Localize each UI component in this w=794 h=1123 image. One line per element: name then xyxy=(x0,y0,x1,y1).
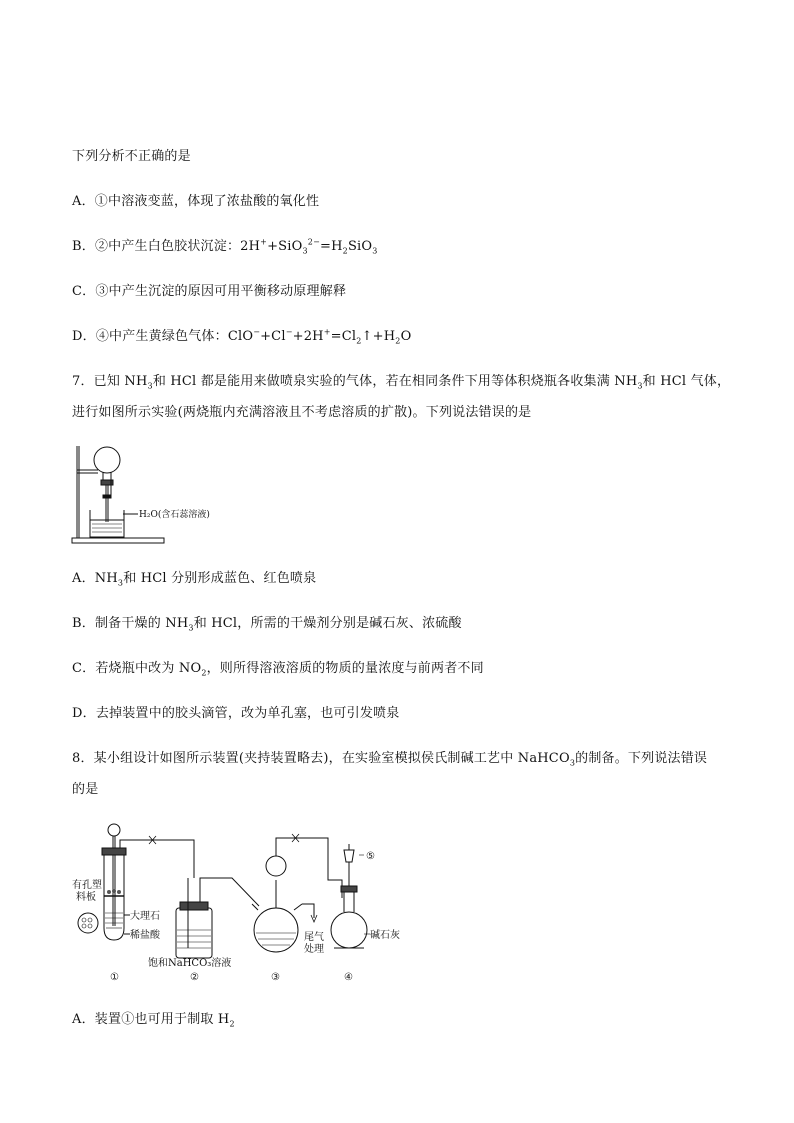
water-litmus-label: H₂O(含石蕊溶液) xyxy=(139,510,210,520)
text-segment: =H xyxy=(320,239,343,254)
plate-label-line1: 有孔塑 xyxy=(72,880,102,891)
marble-label: 大理石 xyxy=(130,911,160,922)
saturated-solution-label: 饱和NaHCO₃溶液 xyxy=(148,958,232,969)
number-2-label: ② xyxy=(190,972,199,983)
subscript: 2 xyxy=(395,336,401,346)
q7-option-d: D．去掉装置中的胶头滴管，改为单孔塞，也可引发喷泉 xyxy=(72,706,400,721)
text-segment: 和 HCl 分别形成蓝色、红色喷泉 xyxy=(123,571,317,586)
subscript: 2 xyxy=(356,336,362,346)
text-segment: B．②中产生白色胶状沉淀：2H xyxy=(72,239,261,254)
q6-option-c: C．③中产生沉淀的原因可用平衡移动原理解释 xyxy=(72,284,347,299)
q8-option-a xyxy=(72,1012,235,1028)
text-segment: 和 HCl 气体， xyxy=(642,374,731,389)
text-segment: +Cl xyxy=(260,329,286,344)
number-1-label: ① xyxy=(110,972,119,983)
subscript: 3 xyxy=(117,578,124,588)
number-5-label: ⑤ xyxy=(366,851,375,862)
tail-gas-label-line1: 尾气 xyxy=(304,932,324,943)
text-segment: ，则所得溶液溶质的物质的量浓度与前两者不同 xyxy=(206,661,484,676)
subscript: 3 xyxy=(372,246,378,256)
q8-stem-line1 xyxy=(72,751,707,767)
q7-option-a xyxy=(72,571,316,587)
number-4-label: ④ xyxy=(344,972,353,983)
text-segment: +SiO xyxy=(267,239,303,254)
q7-stem-line2: 进行如图所示实验(两烧瓶内充满溶液且不考虑溶质的扩散)。下列说法错误的是 xyxy=(72,405,532,420)
text-segment: 和 HCl，所需的干燥剂分别是碱石灰、浓硫酸 xyxy=(193,616,462,631)
q7-option-b xyxy=(72,616,462,632)
text-segment: ↑+H xyxy=(361,329,396,344)
text-segment: 和 HCl 都是能用来做喷泉实验的气体，若在相同条件下用等体积烧瓶各收集满 NH xyxy=(152,374,638,389)
subscript: 3 xyxy=(188,623,194,633)
text-segment: =Cl xyxy=(330,329,357,344)
text-segment: SiO xyxy=(347,239,373,254)
text-segment: 7．已知 NH xyxy=(72,374,148,389)
superscript: 2− xyxy=(307,237,320,247)
subscript: 3 xyxy=(147,381,153,391)
q6-option-a: A．①中溶液变蓝，体现了浓盐酸的氧化性 xyxy=(72,194,320,209)
soda-lime-label: 碱石灰 xyxy=(370,930,400,941)
fountain-apparatus-figure xyxy=(68,440,238,546)
text-segment: B．制备干燥的 NH xyxy=(72,616,189,631)
subscript: 3 xyxy=(637,381,643,391)
tail-gas-label-line2: 处理 xyxy=(304,944,324,955)
text-segment: A．装置①也可用于制取 H xyxy=(72,1012,230,1027)
superscript: + xyxy=(260,237,268,247)
q6-option-d xyxy=(72,329,411,345)
text-segment: O xyxy=(400,329,412,344)
text-segment: C．若烧瓶中改为 NO xyxy=(72,661,202,676)
subscript: 2 xyxy=(342,246,348,256)
text-segment: 的制备。下列说法错误 xyxy=(575,751,708,766)
superscript: − xyxy=(285,327,293,337)
superscript: + xyxy=(323,327,331,337)
subscript: 3 xyxy=(569,758,576,768)
text-segment: +2H xyxy=(292,329,324,344)
q6-stem: 下列分析不正确的是 xyxy=(72,149,191,164)
nahco3-apparatus-figure xyxy=(64,818,424,988)
dilute-acid-label: 稀盐酸 xyxy=(130,930,160,941)
q7-option-c xyxy=(72,661,484,677)
superscript: − xyxy=(253,327,261,337)
subscript: 3 xyxy=(302,246,308,256)
text-segment: 8．某小组设计如图所示装置(夹持装置略去)，在实验室模拟侯氏制碱工艺中 NaHCO xyxy=(72,751,570,766)
number-3-label: ③ xyxy=(271,972,280,983)
text-segment: A．NH xyxy=(72,571,118,586)
q6-option-b xyxy=(72,239,378,255)
text-segment: D．④中产生黄绿色气体：ClO xyxy=(72,329,254,344)
plate-label-line2: 料板 xyxy=(76,892,96,903)
q7-stem-line1 xyxy=(72,374,730,390)
q8-stem-line2: 的是 xyxy=(72,782,99,797)
subscript: 2 xyxy=(229,1019,235,1029)
subscript: 2 xyxy=(201,668,207,678)
